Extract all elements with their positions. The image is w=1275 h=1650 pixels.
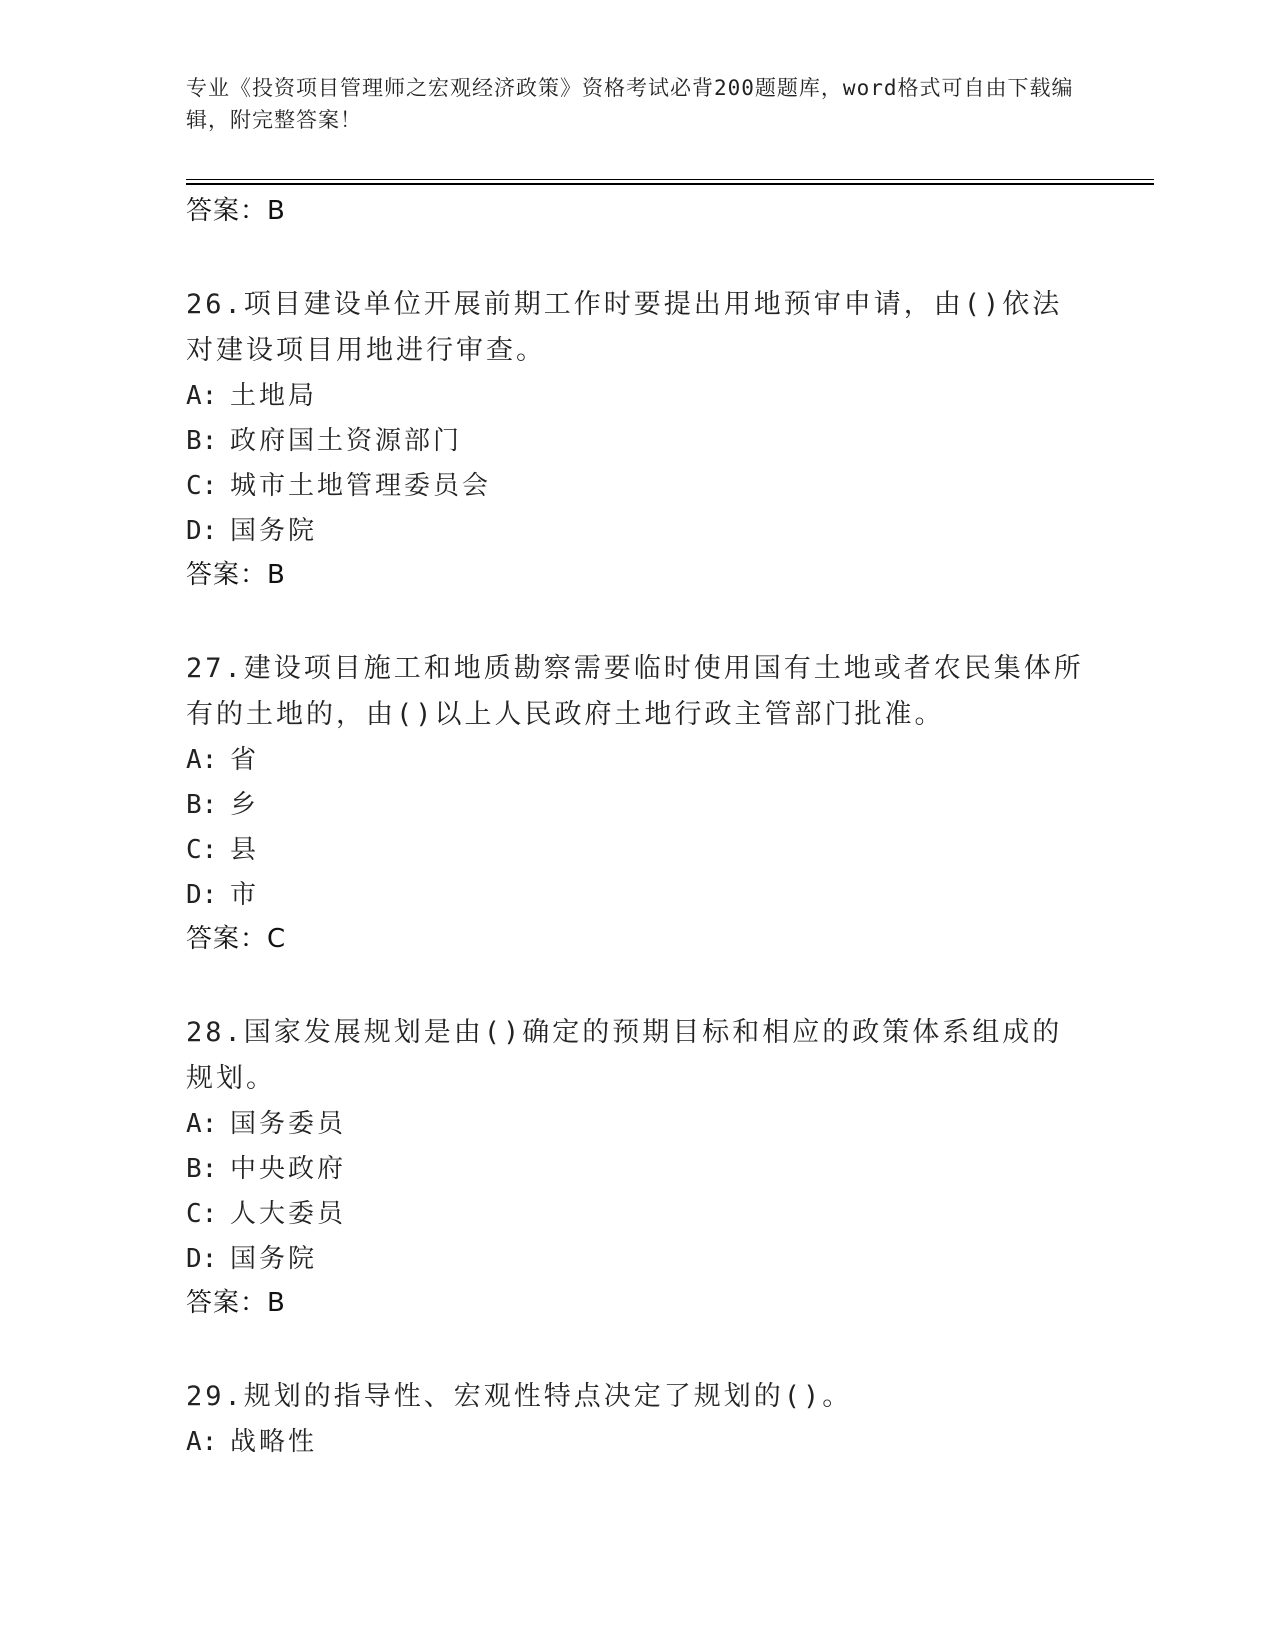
option-letter: C:: [186, 835, 218, 865]
option-text: 国务委员: [230, 1109, 347, 1139]
option-text: 乡: [230, 790, 260, 820]
question-text: 28.国家发展规划是由()确定的预期目标和相应的政策体系组成的规划。: [186, 1017, 1063, 1094]
option-item: [186, 1102, 1086, 1147]
option-text: 城市土地管理委员会: [230, 471, 492, 501]
answer-label: 答案：B: [186, 1288, 286, 1318]
option-letter: B:: [186, 426, 218, 456]
option-letter: A:: [186, 745, 218, 775]
option-letter: B:: [186, 790, 218, 820]
option-letter: C:: [186, 471, 218, 501]
option-text: 省: [230, 745, 260, 775]
question-block: [186, 646, 1086, 960]
option-item: [186, 464, 1086, 509]
option-item: [186, 1420, 1086, 1465]
answer-label: 答案：B: [186, 196, 286, 226]
option-item: [186, 509, 1086, 554]
option-letter: A:: [186, 1427, 218, 1457]
option-item: [186, 828, 1086, 873]
header-divider-thin: [186, 179, 1154, 180]
option-item: [186, 738, 1086, 783]
header-divider-thick: [186, 183, 1154, 185]
option-letter: D:: [186, 1244, 218, 1274]
option-letter: A:: [186, 381, 218, 411]
option-text: 县: [230, 835, 260, 865]
option-text: 国务院: [230, 516, 318, 546]
option-item: [186, 1147, 1086, 1192]
question-text: 27.建设项目施工和地质勘察需要临时使用国有土地或者农民集体所有的土地的，由()以上人民政府土地行政主管部门批准。: [186, 653, 1084, 730]
question-list: [186, 190, 1086, 1465]
option-item: [186, 419, 1086, 464]
question-block: [186, 1374, 1086, 1465]
option-letter: D:: [186, 516, 218, 546]
option-item: [186, 1237, 1086, 1282]
option-text: 土地局: [230, 381, 318, 411]
option-text: 中央政府: [230, 1154, 347, 1184]
option-text: 市: [230, 880, 260, 910]
answer-label: 答案：B: [186, 560, 286, 590]
question-text: 26.项目建设单位开展前期工作时要提出用地预审申请，由()依法对建设项目用地进行审查。: [186, 289, 1063, 366]
option-item: [186, 1192, 1086, 1237]
document-header: 专业《投资项目管理师之宏观经济政策》资格考试必背200题题库，word格式可自由下载编辑，附完整答案！: [186, 76, 1074, 132]
option-text: 战略性: [230, 1427, 318, 1457]
option-letter: C:: [186, 1199, 218, 1229]
option-letter: D:: [186, 880, 218, 910]
question-text: 29.规划的指导性、宏观性特点决定了规划的()。: [186, 1381, 853, 1412]
option-item: [186, 873, 1086, 918]
question-block: [186, 282, 1086, 596]
option-letter: A:: [186, 1109, 218, 1139]
option-item: [186, 783, 1086, 828]
option-letter: B:: [186, 1154, 218, 1184]
question-block: [186, 1010, 1086, 1324]
option-text: 政府国土资源部门: [230, 426, 463, 456]
option-item: [186, 374, 1086, 419]
option-text: 人大委员: [230, 1199, 347, 1229]
answer-label: 答案：C: [186, 924, 287, 954]
option-text: 国务院: [230, 1244, 318, 1274]
